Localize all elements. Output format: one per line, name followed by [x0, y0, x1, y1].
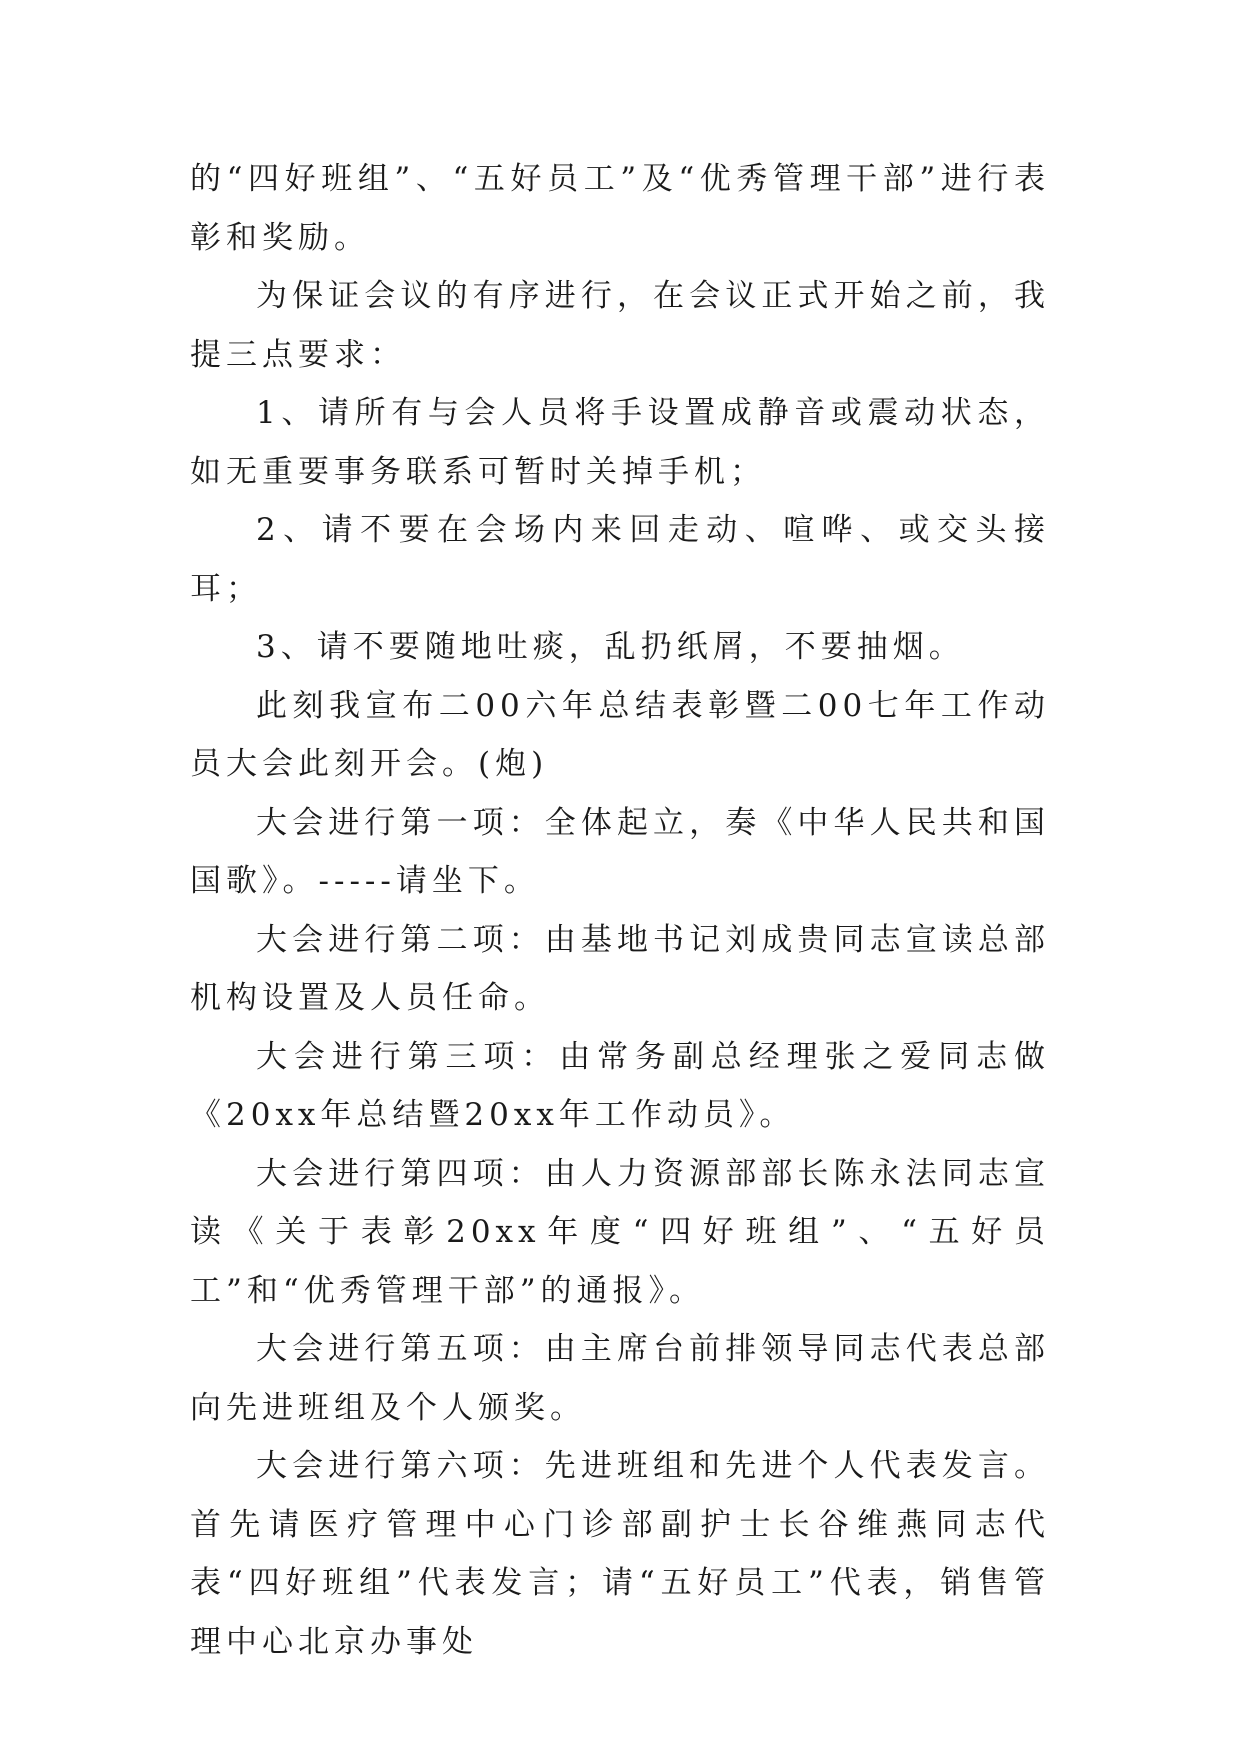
paragraph-requirement-1: 1、请所有与会人员将手设置成静音或震动状态，如无重要事务联系可暂时关掉手机； [190, 395, 1050, 490]
paragraph-agenda-item-4: 大会进行第四项：由人力资源部部长陈永法同志宣读《关于表彰20xx年度“四好班组”、“五好员工”和“优秀管理干部”的通报》。 [190, 1155, 1050, 1309]
paragraph-agenda-item-5: 大会进行第五项：由主席台前排领导同志代表总部向先进班组及个人颁奖。 [190, 1331, 1050, 1426]
paragraph-agenda-item-3: 大会进行第三项：由常务副总经理张之爱同志做《20xx年总结暨20xx年工作动员》。 [190, 1038, 1050, 1133]
paragraph-meeting-opening: 此刻我宣布二00六年总结表彰暨二00七年工作动员大会此刻开会。(炮) [190, 687, 1050, 782]
paragraph-agenda-item-2: 大会进行第二项：由基地书记刘成贵同志宣读总部机构设置及人员任命。 [190, 921, 1050, 1016]
document-body [190, 150, 1050, 1671]
paragraph-meeting-requirements-intro: 为保证会议的有序进行，在会议正式开始之前，我提三点要求： [190, 278, 1050, 373]
paragraph-commendation-continued: 的“四好班组”、“五好员工”及“优秀管理干部”进行表彰和奖励。 [190, 161, 1050, 256]
paragraph-requirement-2: 2、请不要在会场内来回走动、喧哗、或交头接耳； [190, 512, 1050, 607]
paragraph-requirement-3: 3、请不要随地吐痰，乱扔纸屑，不要抽烟。 [256, 629, 965, 665]
paragraph-agenda-item-6: 大会进行第六项：先进班组和先进个人代表发言。首先请医疗管理中心门诊部副护士长谷维燕同志代表“四好班组”代表发言；请“五好员工”代表，销售管理中心北京办事处 [190, 1448, 1050, 1660]
paragraph-agenda-item-1: 大会进行第一项：全体起立，奏《中华人民共和国国歌》。-----请坐下。 [190, 804, 1050, 899]
